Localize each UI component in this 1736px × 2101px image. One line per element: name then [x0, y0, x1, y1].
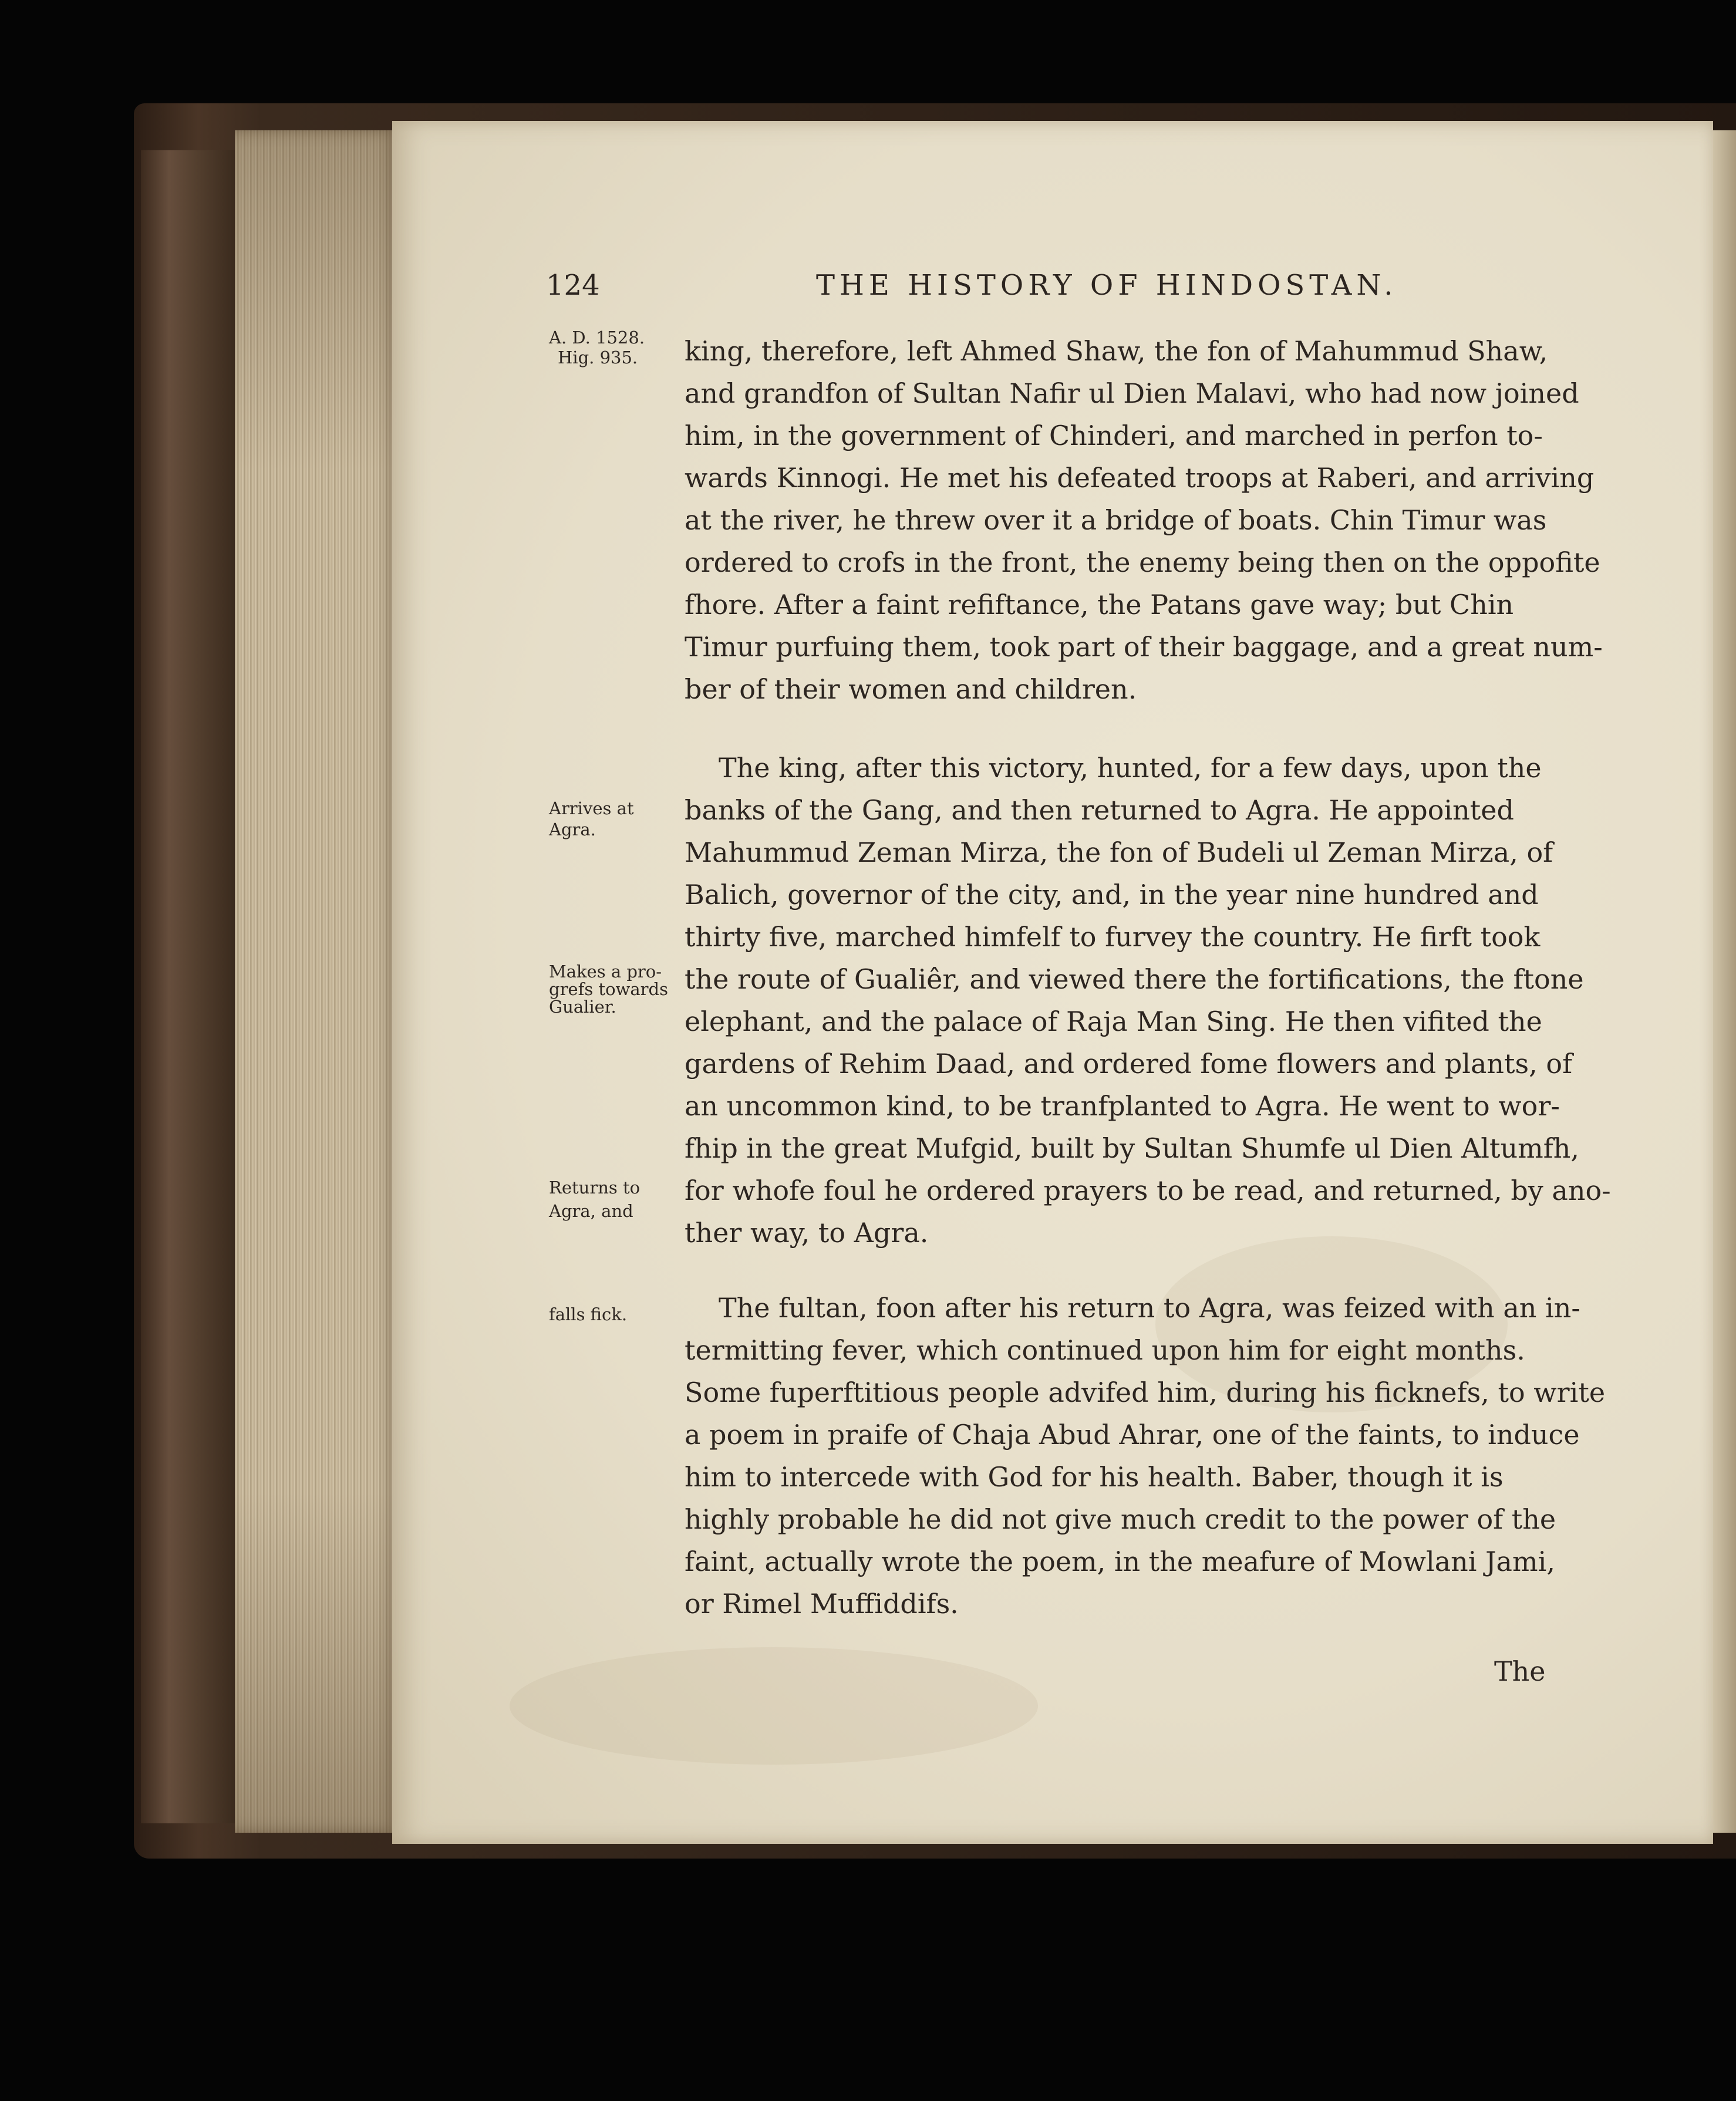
- margin-note: falls fick.: [549, 1304, 628, 1324]
- page-stain: [510, 1647, 1038, 1765]
- margin-note: grefs towards: [549, 979, 668, 999]
- text-line: elephant, and the palace of Raja Man Sing. He then vifited the: [685, 1006, 1542, 1037]
- text-line: thirty five, marched himfelf to furvey the country. He firft took: [685, 921, 1541, 953]
- text-line: ther way, to Agra.: [685, 1217, 929, 1249]
- text-line: gardens of Rehim Daad, and ordered fome flowers and plants, of: [685, 1048, 1573, 1080]
- text-line: or Rimel Muffiddifs.: [685, 1588, 959, 1620]
- text-line: ber of their women and children.: [685, 673, 1137, 705]
- margin-note: Agra.: [549, 820, 596, 839]
- text-line: an uncommon kind, to be tranfplanted to Agra. He went to wor-: [685, 1090, 1560, 1122]
- catchword: The: [1494, 1655, 1546, 1687]
- running-head: THE HISTORY OF HINDOSTAN.: [816, 269, 1398, 302]
- text-line: faint, actually wrote the poem, in the meafure of Mowlani Jami,: [685, 1546, 1555, 1577]
- text-line: termitting fever, which continued upon him for eight months.: [685, 1334, 1525, 1366]
- page-number: 124: [546, 269, 600, 302]
- text-line: Mahummud Zeman Mirza, the fon of Budeli ul Zeman Mirza, of: [685, 837, 1553, 868]
- text-line: fhip in the great Mufgid, built by Sultan Shumfe ul Dien Altumfh,: [685, 1132, 1580, 1164]
- text-line: king, therefore, left Ahmed Shaw, the fon of Mahummud Shaw,: [685, 335, 1548, 367]
- margin-note: Agra, and: [549, 1201, 633, 1221]
- text-line: ordered to crofs in the front, the enemy being then on the oppofite: [685, 547, 1600, 578]
- margin-note: Arrives at: [549, 798, 634, 818]
- text-line: him, in the government of Chinderi, and marched in perfon to-: [685, 420, 1543, 451]
- text-line: The king, after this victory, hunted, for a few days, upon the: [719, 752, 1542, 784]
- text-line: at the river, he threw over it a bridge of boats. Chin Timur was: [685, 504, 1547, 536]
- text-line: wards Kinnogi. He met his defeated troops at Raberi, and arriving: [685, 462, 1595, 494]
- page-edges: [235, 130, 400, 1833]
- margin-note: Gualier.: [549, 997, 616, 1017]
- text-line: him to intercede with God for his health. Baber, though it is: [685, 1461, 1504, 1493]
- margin-note: Returns to: [549, 1178, 641, 1198]
- margin-note-year: A. D. 1528.: [549, 328, 645, 348]
- text-line: fhore. After a faint refiftance, the Patans gave way; but Chin: [685, 589, 1514, 620]
- margin-note: Makes a pro-: [549, 962, 662, 982]
- text-line: The fultan, foon after his return to Agra, was feized with an in-: [719, 1292, 1580, 1324]
- text-line: a poem in praife of Chaja Abud Ahrar, one of the faints, to induce: [685, 1419, 1580, 1451]
- margin-note-hijri: Hig. 935.: [558, 348, 638, 367]
- text-line: and grandfon of Sultan Nafir ul Dien Malavi, who had now joined: [685, 377, 1579, 409]
- text-line: Balich, governor of the city, and, in the year nine hundred and: [685, 879, 1539, 910]
- text-line: for whofe foul he ordered prayers to be read, and returned, by ano-: [685, 1175, 1611, 1206]
- text-line: highly probable he did not give much credit to the power of the: [685, 1503, 1556, 1535]
- text-line: Timur purfuing them, took part of their baggage, and a great num-: [685, 631, 1603, 663]
- text-line: Some fuperftitious people advifed him, during his ficknefs, to write: [685, 1377, 1606, 1408]
- text-line: the route of Gualiêr, and viewed there the fortifications, the ftone: [685, 963, 1584, 995]
- page-right-edge: [1713, 130, 1736, 1833]
- text-line: banks of the Gang, and then returned to Agra. He appointed: [685, 794, 1514, 826]
